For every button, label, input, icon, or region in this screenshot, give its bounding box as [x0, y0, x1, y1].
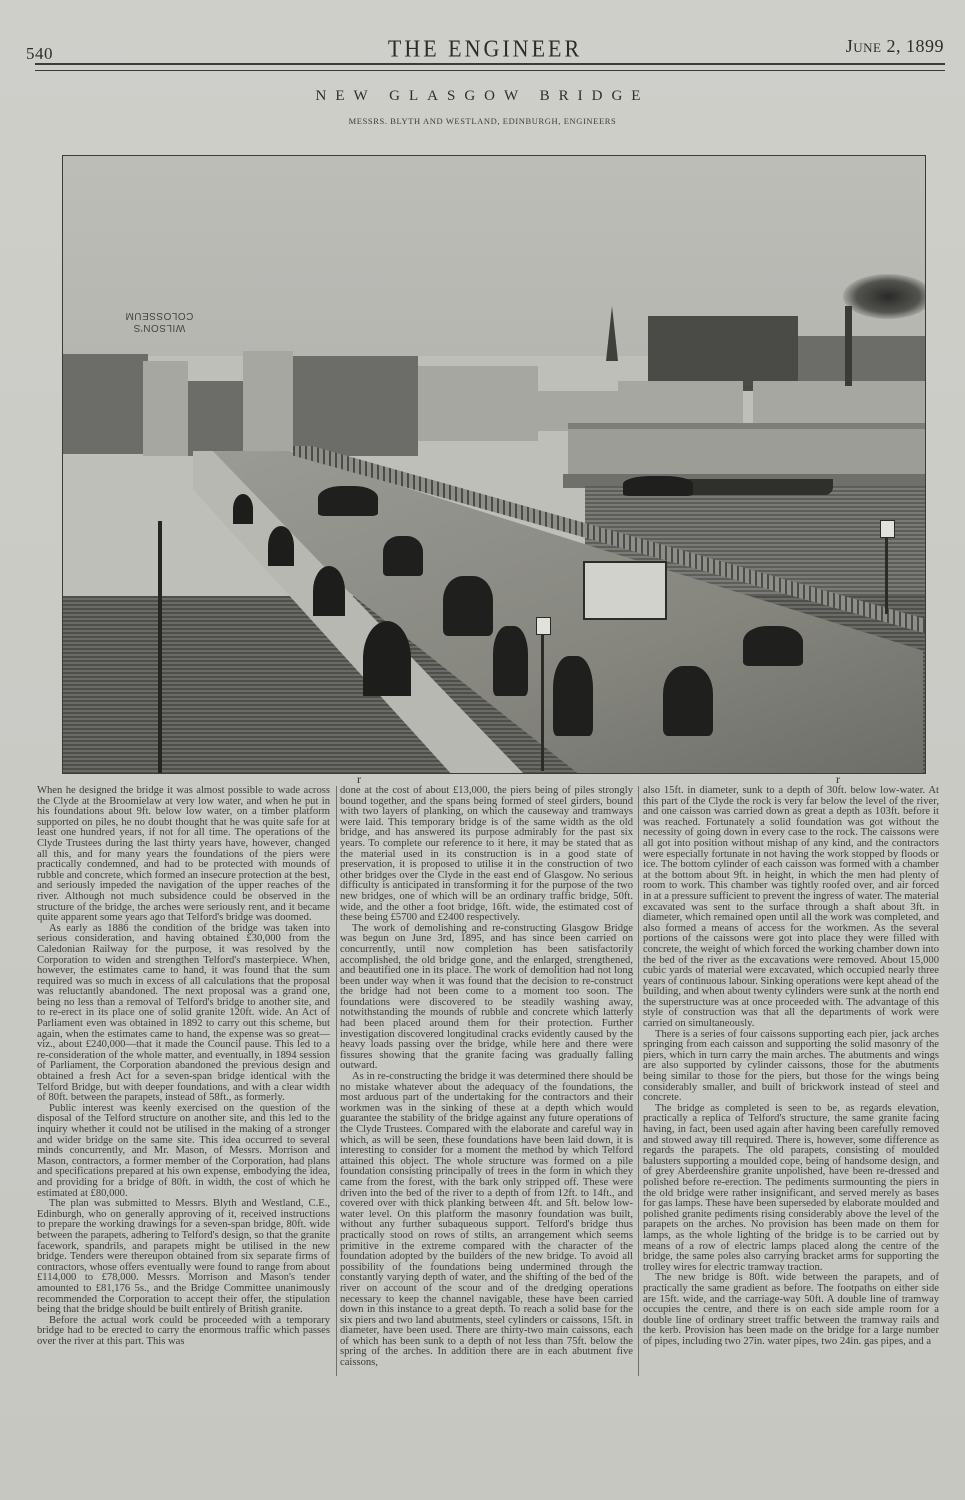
caption-mark-left: r	[357, 772, 361, 786]
paragraph: There is a series of four caissons supporting each pier, jack arches springing from each caisson and supporting the solid masonry of the piers, which in turn carry the main arches. The abutments and wings are also supported by cylinder caissons, those for the abutments being similar to those for the piers, but those for the wings being considerably smaller, and built of brickwork instead of steel and concrete.	[643, 1028, 939, 1104]
cart	[383, 536, 423, 576]
signboard-line-2: COLOSSEUM	[125, 310, 194, 321]
column-divider	[336, 786, 337, 1376]
column-1	[37, 786, 330, 1347]
column-3	[643, 786, 939, 1347]
building	[418, 366, 538, 441]
page-number: 540	[26, 44, 53, 63]
issue-date: June 2, 1899	[845, 36, 944, 56]
building	[243, 351, 293, 451]
building	[63, 354, 148, 454]
building	[618, 381, 743, 426]
paragraph: As in re-constructing the bridge it was determined there should be no mistake whatever about the adequacy of the foundations, the most arduous part of the undertaking for the contractors and their workmen was in the sinking of these at a depth which would guarantee the stability of the bridge against any future operations of the Clyde Trustees. Compared with the elaborate and careful way in which, as will be seen, these foundations have been laid down, it is interesting to consider for a moment the method by which Telford attained this object. The whole structure was formed on a pile foundation consisting principally of trees in the form in which they came from the forest, with the bark only stripped off. These were driven into the bed of the river to a depth of from 12ft. to 14ft., and covered over with thick planking between 4ft. and 5ft. below low-water level. On this platform the masonry foundation was built, without any further subaqueous support. Telford's bridge thus practically stood on rows of stilts, an arrangement which seems primitive in the extreme compared with the character of the foundation adopted by the builders of the new bridge. To avoid all possibility of the foundations being undermined through the constantly varying depth of water, and the shifting of the bed of the river on account of the scour and of the dredging operations necessary to keep the channel navigable, these have been carried down in this instance to a great depth. To reach a solid base for the six piers and two land abutments, steel cylinders or caissons, 15ft. in diameter, have been used. There are thirty-two main caissons, each of which has been sunk to a depth of not less than 75ft. below the spring of the arches. In addition there are in each abutment five caissons,	[340, 1071, 633, 1369]
paragraph: Public interest was keenly exercised on the question of the disposal of the Telford structure on another site, and this led to the inquiry whether it could not be utilised in the making of a stronger and wider bridge on the same site. This idea occurred to several minds concurrently, and Mr. Mason, of Messrs. Morrison and Mason, contractors, a former member of the Corporation, had plans and specifications prepared at his own expense, embodying the idea, and providing for a bridge of 80ft. in width, the cost of which he estimated at £80,000.	[37, 1102, 330, 1199]
header-rule	[35, 63, 945, 71]
article-title: NEW GLASGOW BRIDGE	[315, 88, 650, 104]
journal-title: THE ENGINEER	[387, 34, 583, 63]
paragraph: As early as 1886 the condition of the bridge was taken into serious consideration, and having obtained £30,000 from the Caledonian Railway for the purpose, it was resolved by the Corporation to widen and strengthen Telford's masterpiece. When, however, the estimates came to hand, it was found that the sum required was so much in excess of all calculations that the proposal was reluctantly abandoned. The next proposal was a grand one, being no less than a removal of Telford's bridge to another site, and to re-erect in its place one of solid granite 120ft. wide. An Act of Parliament even was obtained in 1892 to carry out this scheme, but again, when the estimates came to hand, the expense was so great—viz., about £240,000—that it made the Council pause. This led to a re-consideration of the whole matter, and eventually, in 1894 session of Parliament, the Corporation abandoned the previous design and obtained a fresh Act for a seven-span bridge identical with the Telford Bridge, but with deeper foundations, and with a clear width of 80ft. between the parapets, instead of 58ft., as formerly.	[37, 922, 330, 1104]
street-lamp	[885, 534, 888, 614]
pedestrians	[553, 656, 593, 736]
horse-carriage	[743, 626, 803, 666]
ship-mast	[158, 521, 162, 773]
signboard	[125, 309, 193, 333]
building	[753, 381, 925, 426]
tall-building	[648, 316, 798, 391]
church-spire	[606, 306, 618, 361]
paragraph: The plan was submitted to Messrs. Blyth and Westland, C.E., Edinburgh, who on generally approving of it, received instructions to prepare the working drawings for a seven-span bridge, 80ft. wide between the parapets, adhering to Telford's design, so that the granite facework, spandrils, and parapets might be utilised in the new bridge. Tenders were thereupon obtained from six separate firms of contractors, whose offers eventually were found to range from about £114,000 to £78,000. Messrs. Morrison and Mason's tender amounted to £81,176 5s., and the Bridge Committee unanimously recommended the Corporation to accept their offer, the stipulation being that the bridge should be built entirely of British granite.	[37, 1198, 330, 1316]
building	[293, 356, 418, 456]
horse-cart	[443, 576, 493, 636]
building	[188, 381, 243, 456]
signboard-line-1: WILSON'S	[133, 322, 186, 333]
article-subtitle: MESSRS. BLYTH AND WESTLAND, EDINBURGH, ENGINEERS	[348, 116, 617, 126]
horse-cart	[663, 666, 713, 736]
horse-tram	[583, 561, 667, 620]
paragraph: done at the cost of about £13,000, the piers being of piles strongly bound together, and the spans being formed of steel girders, bound with two layers of planking, on which the causeway and tramways were laid. This temporary bridge is of the same width as the old bridge, and has answered its purpose admirably for the past six years. To complete our reference to it here, it may be stated that as the material used in its construction is in a good state of preservation, it is proposed to utilise it in the construction of two other bridges over the Clyde in the east end of Glasgow. No serious difficulty is anticipated in transforming it for the purpose of the two new bridges, one of which will be an ordinary traffic bridge, 50ft. wide, and the other a foot bridge, 16ft. wide, the estimated cost of these being £5700 and £2400 respectively.	[340, 785, 633, 924]
paragraph: The bridge as completed is seen to be, as regards elevation, practically a replica of Telford's structure, the same granite facing having, in fact, been used again after having been carefully removed and stowed away till required. There is, however, some difference as regards the parapets. The old parapets, consisting of moulded balusters supporting a moulded cope, being of handsome design, and of grey Aberdeenshire granite unpolished, have been re-dressed and polished before re-erection. The pediments surmounting the piers in the old bridge were rather insignificant, and served merely as bases for gas lamps. These have been superseded by elaborate moulded and polished granite pediments rising considerably above the level of the parapets on the arches. No provision has been made on them for lamps, as the whole lighting of the bridge is to be carried out by means of a row of electric lamps placed along the centre of the bridge, the same poles also carrying bracket arms for supporting the trolley wires for electric tramway traction.	[643, 1102, 939, 1273]
street-lamp	[541, 631, 544, 771]
pedestrians	[318, 486, 378, 516]
chimney-smoke	[843, 274, 926, 319]
building	[143, 361, 188, 456]
pedestrians	[493, 626, 528, 696]
chimney	[845, 306, 852, 386]
bridge-arch	[313, 566, 345, 616]
pedestrians	[623, 476, 693, 496]
column-divider	[638, 786, 639, 1376]
paragraph: Before the actual work could be proceeded with a temporary bridge had to be erected to carry the enormous traffic which passes over the river at this part. This was	[37, 1314, 330, 1347]
bridge-arch	[233, 494, 253, 524]
caption-mark-right: r	[836, 772, 840, 786]
column-2	[340, 786, 633, 1369]
paragraph: The new bridge is 80ft. wide between the parapets, and of practically the same gradient as before. The footpaths on either side are 15ft. wide, and the carriage-way 50ft. A double line of tramway occupies the centre, and there is on each side ample room for a double line of ordinary street traffic between the tramway rails and the kerb. Provision has been made on the bridge for a large number of pipes, including two 27in. water pipes, two 24in. gas pipes, and a	[643, 1272, 939, 1347]
article-body	[37, 785, 939, 1486]
bridge-arch	[268, 526, 294, 566]
paragraph: The work of demolishing and re-constructing Glasgow Bridge was begun on June 3rd, 1895, and has since been carried on concurrently, until now completion has been satisfactorily accomplished, the old bridge gone, and the enlarged, strengthened, and beautified one in its place. The work of demolition had not long been under way when it was found that the decision to re-construct the bridge had not been come to a moment too soon. The foundations were discovered to be steadily washing away, notwithstanding the mounds of rubble and concrete which latterly had been placed around them for their protection. Further investigation discovered longitudinal cracks evidently caused by the heavy loads passing over the bridge, while here and there were fissures showing that the granite facing was gradually falling outward.	[340, 922, 633, 1072]
paragraph: also 15ft. in diameter, sunk to a depth of 30ft. below low-water. At this part of the Clyde the rock is very far below the level of the river, and one caisson was carried down as great a depth as 103ft. before it was reached. Fortunately a solid foundation was got without the necessity of going down in every case to the rock. The caissons were all got into position without mishap of any kind, and the contractors were especially fortunate in not having the work stopped by floods or ice. The bottom cylinder of each caisson was formed with a chamber at the bottom about 9ft. in height, in which the men had plenty of room to work. This chamber was tightly roofed over, and air forced in at a pressure sufficient to prevent the ingress of water. The material excavated was sent to the surface through a shaft about 3ft. in diameter, which remained open until all the work was completed, and also formed a means of access for the workmen. As the several portions of the caissons were got into place they were filled with concrete, the weight of which forced the working chamber down into the bed of the river as the excavations were removed. About 15,000 cubic yards of material were excavated, which occupied nearly three years of continuous labour. Sinking operations were kept ahead of the building, and when about twenty cylinders were sunk at the north end the superstructure was at once proceeded with. The advantage of this style of construction was that all the departments of work were carried on simultaneously.	[643, 785, 939, 1030]
bridge-photograph	[62, 155, 926, 774]
bridge-arch	[363, 621, 411, 696]
running-head	[26, 34, 944, 63]
paragraph: When he designed the bridge it was almost possible to wade across the Clyde at the Broomielaw at very low water, and when he put in his foundations about 9ft. below low water, on a timber platform supported on piles, he no doubt thought that he was quite safe for at least one hundred years, if not for all time. The operations of the Clyde Trustees during the last thirty years have, however, changed all this, and for many years the foundations of the piers were practically condemned, and had to be protected with mounds of rubble and concrete, which formed an insecure protection at the best, and seriously impeded the navigation of the upper reaches of the river. Although not much subsidence could be observed in the structure of the bridge, the arches were seriously rent, and it became quite apparent some years ago that Telford's bridge was doomed.	[37, 785, 330, 924]
quayside-shed	[568, 423, 925, 481]
